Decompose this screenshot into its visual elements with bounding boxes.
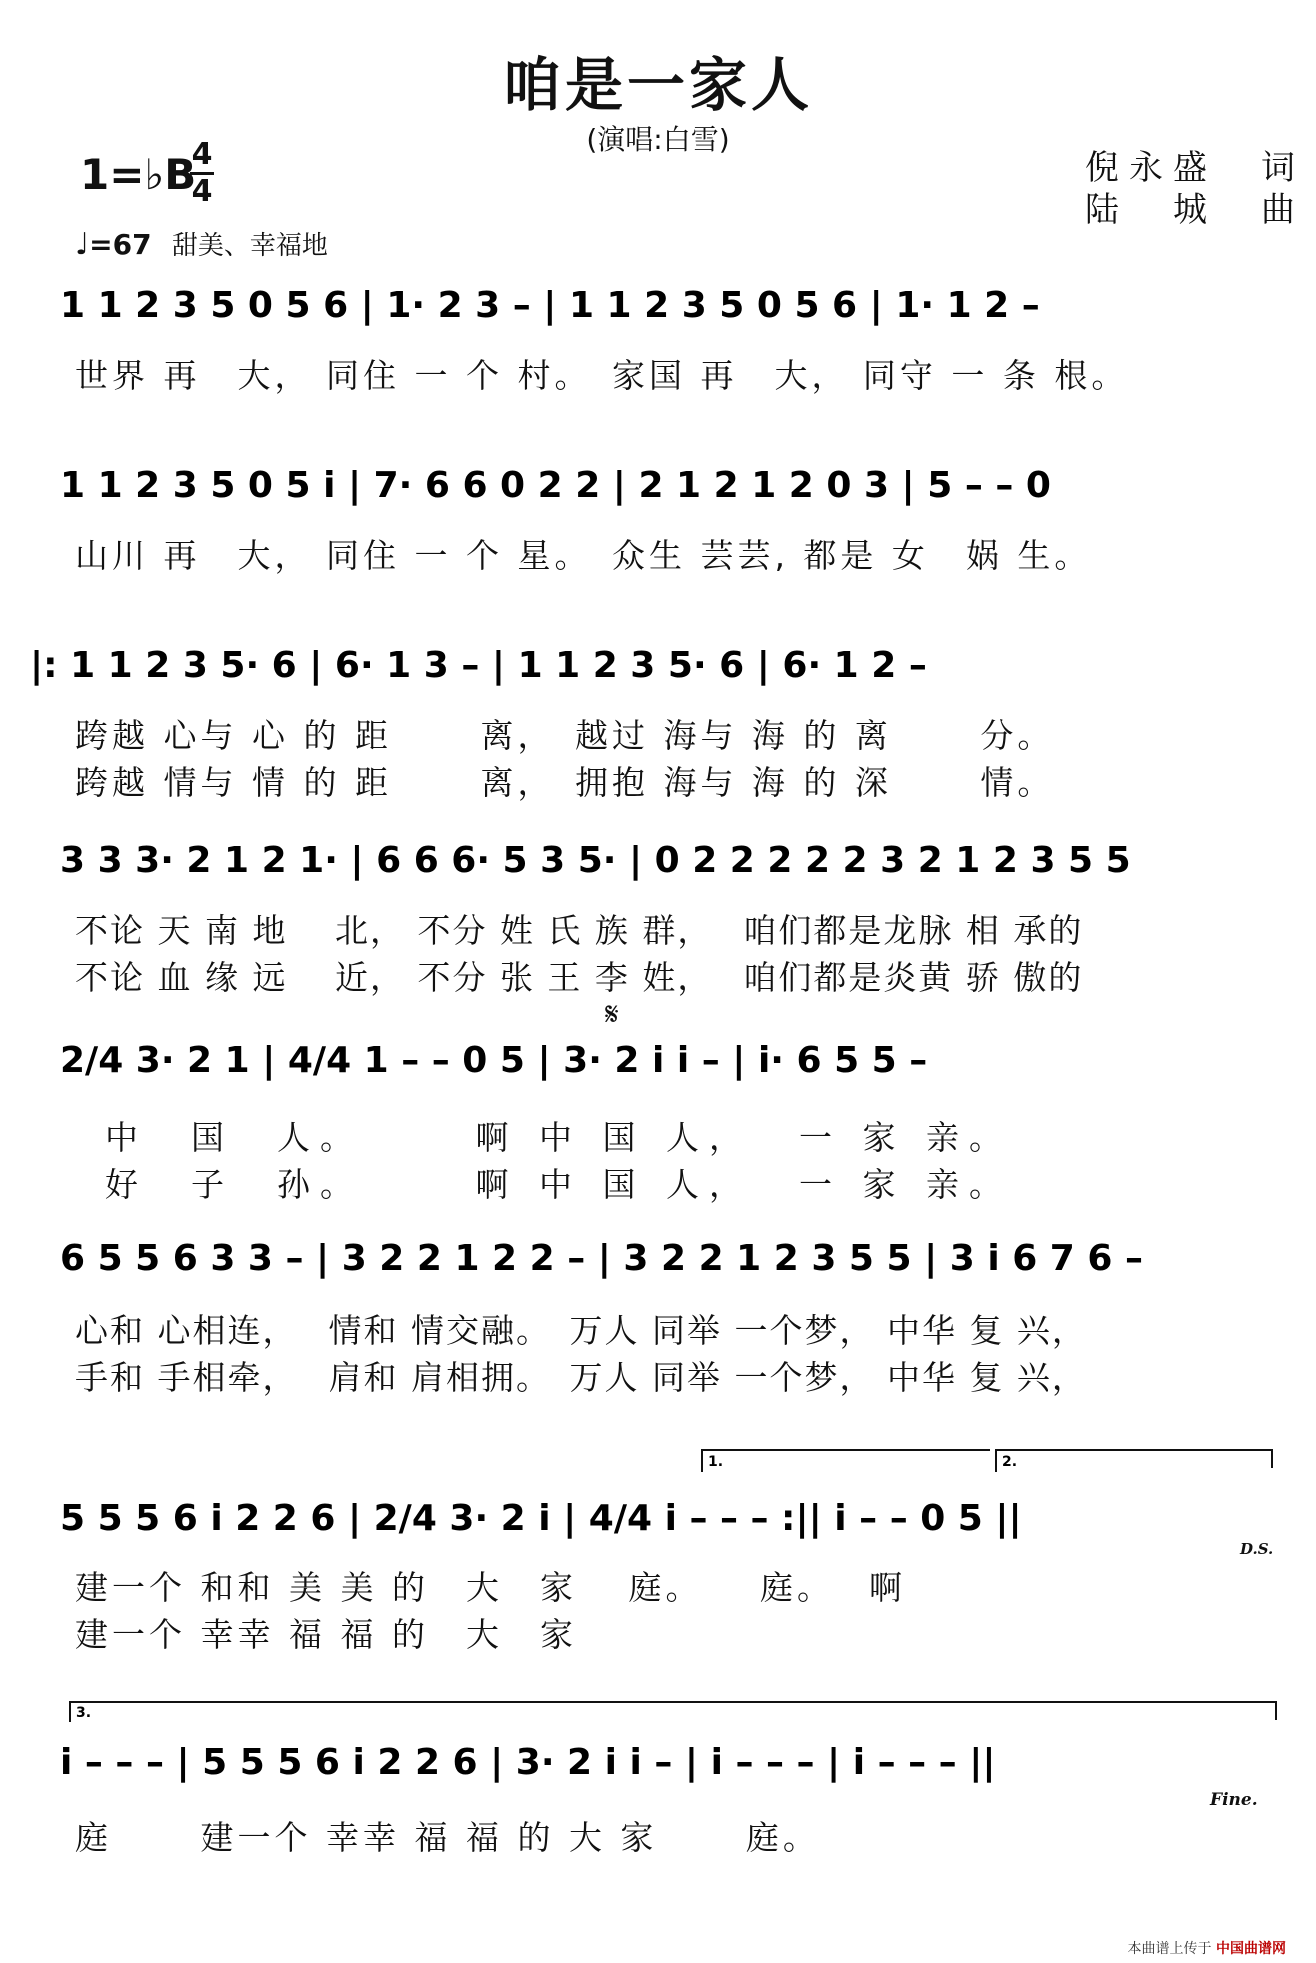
- volta-2-label: 2.: [1002, 1454, 1018, 1470]
- lyrics-3b: 跨越 情与 情 的 距 离， 拥抱 海与 海 的 深 情。: [75, 763, 1055, 802]
- staff-line-2: [60, 455, 1280, 515]
- tempo-marking: [75, 225, 328, 262]
- lyrics-7a: 建一个 和和 美 美 的 大 家 庭。 庭。 啊: [75, 1568, 906, 1607]
- quarter-note-icon: ♩: [75, 227, 90, 262]
- staff-line-1: [60, 275, 1280, 335]
- time-signature: [190, 137, 214, 209]
- lyrics-1a: 世界 再 大， 同住 一 个 村。 家国 再 大， 同守 一 条 根。: [75, 356, 1129, 395]
- footer-text: 本曲谱上传于: [1127, 1941, 1212, 1957]
- lyrics-5b: 好 子 孙。 啊 中 国 人， 一 家 亲。: [105, 1165, 1012, 1204]
- notes-4: 3 3 3· 2 1 2 1· | 6 6 6· 5 3 5· | 0 2 2 2 2 2 3 2 1 2 3 5 5: [60, 840, 1131, 881]
- time-sig-bottom: 4: [191, 174, 213, 209]
- lyrics-7b: 建一个 幸幸 福 福 的 大 家: [75, 1615, 577, 1654]
- lyrics-4b: 不论 血 缘 远 近， 不分 张 王 李 姓， 咱们都是炎黄 骄 傲的: [75, 958, 1084, 997]
- time-sig-top: 4: [191, 137, 213, 172]
- lyrics-4a: 不论 天 南 地 北， 不分 姓 氏 族 群， 咱们都是龙脉 相 承的: [75, 911, 1084, 950]
- notes-7: 5 5 5 6 i 2 2 6 | 2/4 3· 2 i | 4/4 i – – – :|| i – – 0 5 ||: [60, 1498, 1022, 1539]
- notes-2: 1 1 2 3 5 0 5 i | 7· 6 6 0 2 2 | 2 1 2 1 2 0 3 | 5 – – 0: [60, 465, 1051, 506]
- key-signature: [80, 150, 196, 199]
- notes-3: |: 1 1 2 3 5· 6 | 6· 1 3 – | 1 1 2 3 5· 6 | 6· 1 2 –: [30, 645, 927, 686]
- staff-line-8: [60, 1732, 1280, 1792]
- lyrics-8a: 庭 建一个 幸幸 福 福 的 大 家 庭。: [75, 1818, 820, 1857]
- lyrics-6a: 心和 心相连， 情和 情交融。 万人 同举 一个梦， 中华 复 兴，: [75, 1311, 1087, 1350]
- lyrics-2a: 山川 再 大， 同住 一 个 星。 众生 芸芸, 都是 女 娲 生。: [75, 536, 1092, 575]
- volta-3-label: 3.: [76, 1705, 92, 1721]
- notes-5: 2/4 3· 2 1 | 4/4 1 – – 0 5 | 3· 2 i i – | i· 6 5 5 –: [60, 1040, 928, 1081]
- staff-line-5: [60, 1030, 1280, 1090]
- performer-subtitle: (演唱:白雪): [586, 123, 730, 156]
- segno-icon: 𝄋: [605, 995, 619, 1033]
- lyrics-3a: 跨越 心与 心 的 距 离， 越过 海与 海 的 离 分。: [75, 716, 1055, 755]
- key-label: 1=♭B: [80, 150, 197, 199]
- lyrics-5a: 中 国 人。 啊 中 国 人， 一 家 亲。: [105, 1118, 1012, 1157]
- volta-3-bracket: [68, 1700, 1280, 1722]
- staff-line-3: [30, 635, 1280, 695]
- volta-brackets: [700, 1448, 1280, 1472]
- footer-watermark: [1128, 1938, 1286, 1958]
- song-title: 咱是一家人: [502, 51, 813, 119]
- fine-marking: Fine.: [1210, 1790, 1258, 1810]
- notes-8: i – – – | 5 5 5 6 i 2 2 6 | 3· 2 i i – | i – – – | i – – – ||: [60, 1742, 996, 1783]
- staff-line-6: [60, 1228, 1280, 1288]
- tempo-value: =67: [89, 228, 152, 261]
- volta-1-label: 1.: [708, 1454, 724, 1470]
- composer-credit: 陆 城 曲: [1085, 190, 1305, 230]
- lyricist-credit: 倪永盛 词: [1085, 148, 1305, 188]
- staff-line-4: [60, 830, 1280, 890]
- notes-1: 1 1 2 3 5 0 5 6 | 1· 2 3 – | 1 1 2 3 5 0 5 6 | 1· 1 2 –: [60, 285, 1040, 326]
- notes-6: 6 5 5 6 3 3 – | 3 2 2 1 2 2 – | 3 2 2 1 2 3 5 5 | 3 i 6 7 6 –: [60, 1238, 1143, 1279]
- lyrics-6b: 手和 手相牵， 肩和 肩相拥。 万人 同举 一个梦， 中华 复 兴，: [75, 1358, 1087, 1397]
- staff-line-7: [60, 1488, 1280, 1548]
- tempo-expression: 甜美、幸福地: [171, 231, 328, 261]
- ds-marking: D.S.: [1240, 1540, 1274, 1558]
- footer-site: 中国曲谱网: [1216, 1941, 1286, 1957]
